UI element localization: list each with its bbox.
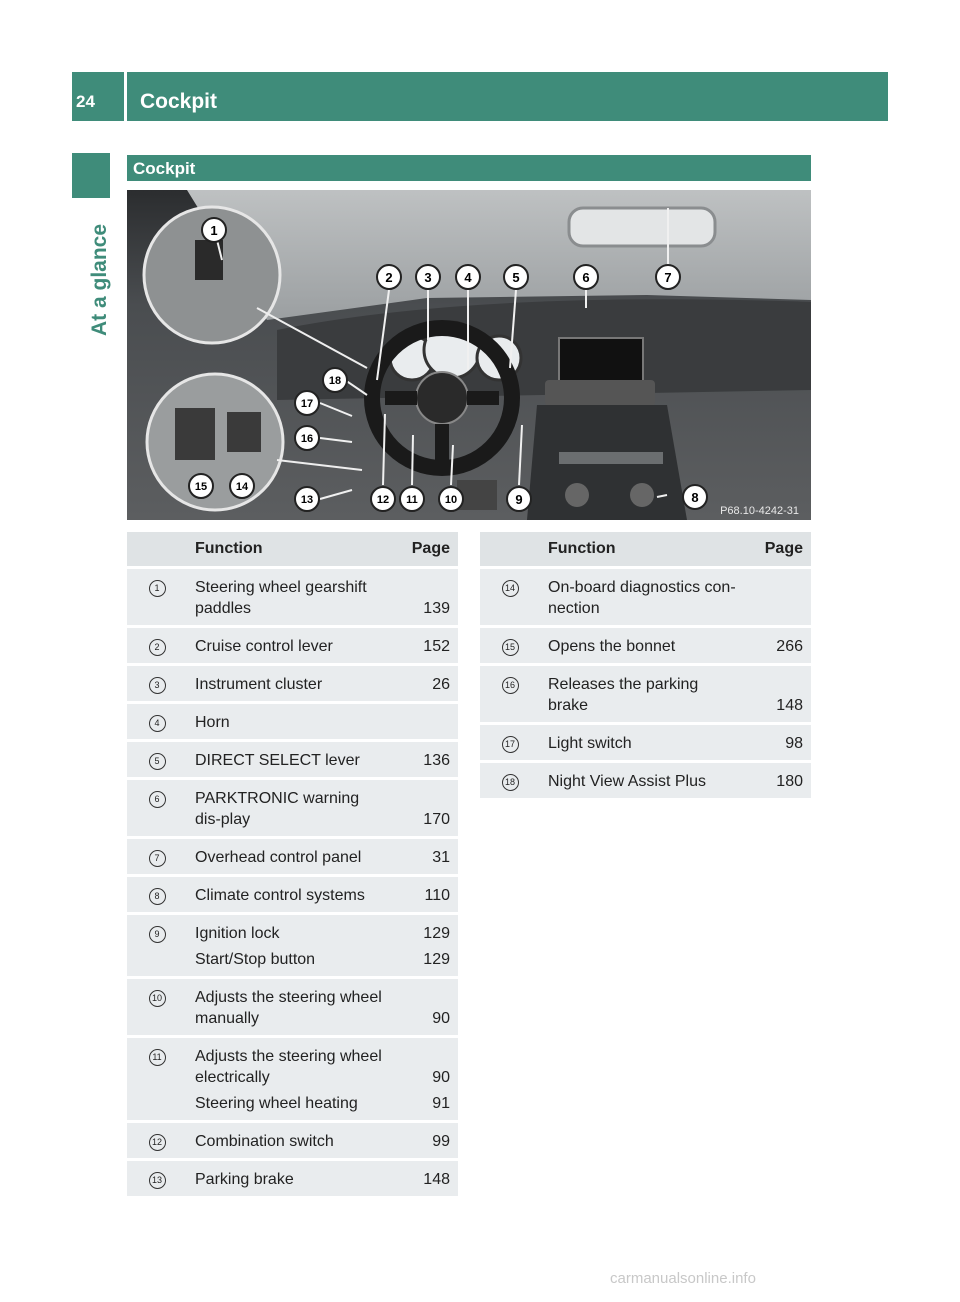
item-number-badge: 8 (149, 888, 166, 905)
callout-9-label: 9 (515, 492, 523, 507)
table-row (127, 1038, 458, 1120)
item-number-cell (127, 666, 187, 701)
item-number-badge: 6 (149, 791, 166, 808)
page-cell (394, 628, 458, 663)
function-text: Adjusts the steering wheel manually (195, 989, 382, 1027)
page-cell (394, 877, 458, 912)
page-ref[interactable]: 148 (423, 1171, 450, 1188)
page-cell (394, 979, 458, 1035)
function-cell (187, 1123, 394, 1158)
page-ref[interactable]: 180 (776, 773, 803, 790)
callout-17 (295, 391, 319, 415)
function-text: Climate control systems (195, 887, 365, 904)
climate-knob-left (565, 483, 589, 507)
item-number-cell (127, 569, 187, 625)
item-number-badge: 16 (502, 677, 519, 694)
item-number-cell (480, 569, 540, 625)
function-text: Instrument cluster (195, 676, 323, 693)
callout-16 (295, 426, 319, 450)
page-ref[interactable]: 266 (776, 638, 803, 655)
item-number-badge: 4 (149, 715, 166, 732)
function-text: Cruise control lever (195, 638, 333, 655)
page-ref[interactable]: 152 (423, 638, 450, 655)
callout-14 (230, 474, 254, 498)
function-cell (187, 569, 394, 625)
section-bar (127, 155, 811, 181)
function-cell (187, 628, 394, 663)
col-function-header: Function (187, 532, 394, 566)
function-cell (187, 1161, 394, 1196)
item-number-cell (127, 1123, 187, 1158)
function-text: Steering wheel gearshift paddles (195, 579, 367, 617)
function-text: Releases the parking brake (548, 676, 699, 714)
function-text: Light switch (548, 735, 632, 752)
col-number-header (480, 532, 540, 566)
function-text: Overhead control panel (195, 849, 362, 866)
function-cell (187, 1038, 394, 1120)
function-text: DIRECT SELECT lever (195, 752, 360, 769)
function-cell (540, 569, 747, 625)
col-number-header (127, 532, 187, 566)
item-number-badge: 1 (149, 580, 166, 597)
item-number-badge: 9 (149, 926, 166, 943)
callout-13 (295, 487, 319, 511)
item-number-badge: 13 (149, 1172, 166, 1189)
item-number-cell (127, 780, 187, 836)
page-cell (394, 666, 458, 701)
item-number-badge: 14 (502, 580, 519, 597)
side-label-text: At a glance (88, 223, 111, 336)
rear-mirror (569, 208, 715, 246)
air-vents (545, 380, 655, 406)
function-text: Adjusts the steering wheel electrically (195, 1048, 382, 1086)
function-table-right (480, 529, 811, 801)
item-number-badge: 17 (502, 736, 519, 753)
callout-5 (504, 265, 528, 289)
item-number-cell (127, 1161, 187, 1196)
function-cell (540, 763, 747, 798)
callout-8-label: 8 (691, 490, 699, 505)
page-cell (394, 780, 458, 836)
item-number-cell (127, 915, 187, 976)
callout-7-label: 7 (664, 270, 672, 285)
callout-18-label: 18 (328, 375, 342, 387)
inset-bottom-part-b (227, 412, 261, 452)
page-ref[interactable]: 136 (423, 752, 450, 769)
page-cell (747, 569, 811, 625)
header-divider (124, 72, 127, 121)
item-number-badge: 18 (502, 774, 519, 791)
page-ref[interactable] (755, 598, 803, 619)
function-cell (187, 780, 394, 836)
item-number-badge: 11 (149, 1049, 166, 1066)
table-row (127, 780, 458, 836)
callout-10-label: 10 (444, 494, 458, 506)
callout-17-label: 17 (300, 398, 314, 410)
callout-9 (507, 487, 531, 511)
item-number-badge: 10 (149, 990, 166, 1007)
page-ref[interactable]: 31 (432, 849, 450, 866)
item-number-cell (127, 742, 187, 777)
function-cell (187, 742, 394, 777)
function-text: Night View Assist Plus (548, 773, 706, 790)
page-ref[interactable]: 90 (432, 1010, 450, 1027)
page-ref[interactable]: 110 (424, 887, 450, 904)
footer-watermark: carmanualsonline.info (610, 1270, 756, 1287)
item-number-badge: 15 (502, 639, 519, 656)
callout-2 (377, 265, 401, 289)
cockpit-illustration (127, 190, 811, 520)
function-text: Parking brake (195, 1171, 294, 1188)
callout-7 (656, 265, 680, 289)
item-number-cell (127, 839, 187, 874)
function-text: PARKTRONIC warning dis-play (195, 790, 360, 828)
page-cell (394, 569, 458, 625)
image-code: P68.10-4242-31 (720, 505, 799, 517)
table-row (127, 704, 458, 739)
function-cell (187, 915, 394, 976)
table-row (127, 839, 458, 874)
callout-13-label: 13 (300, 494, 314, 506)
function-cell (187, 704, 394, 739)
page-ref[interactable]: 129 (423, 951, 450, 968)
cockpit-photo (127, 190, 811, 520)
page-ref[interactable]: 99 (432, 1133, 450, 1150)
callout-12 (371, 487, 395, 511)
table-body-left (127, 569, 458, 1196)
table-row (127, 979, 458, 1035)
page-cell (747, 725, 811, 760)
callout-1-label: 1 (210, 223, 218, 238)
page-cell (394, 915, 458, 976)
function-table-left (127, 529, 458, 1199)
page-title: Cockpit (140, 90, 218, 113)
page-cell (394, 1123, 458, 1158)
callout-6-label: 6 (582, 270, 590, 285)
callout-1 (202, 218, 226, 242)
function-cell (187, 979, 394, 1035)
table-row (127, 1123, 458, 1158)
page-ref[interactable] (402, 712, 450, 733)
callout-14-label: 14 (235, 481, 249, 493)
page-cell (394, 1161, 458, 1196)
function-cell (187, 666, 394, 701)
page-ref[interactable]: 148 (776, 697, 803, 714)
page-cell (394, 742, 458, 777)
page-ref[interactable]: 98 (785, 735, 803, 752)
table-row (127, 569, 458, 625)
table-body-right (480, 569, 811, 798)
callout-4 (456, 265, 480, 289)
page-ref[interactable]: 139 (423, 600, 450, 617)
function-text: On-board diagnostics con-nection (548, 579, 736, 617)
page-ref[interactable]: 26 (432, 676, 450, 693)
callout-11 (400, 487, 424, 511)
table-header-row (127, 532, 458, 566)
table-row (480, 628, 811, 663)
table-row (127, 1161, 458, 1196)
callout-15-label: 15 (194, 481, 208, 493)
item-number-cell (127, 704, 187, 739)
table-row (480, 666, 811, 722)
table-row (127, 877, 458, 912)
callout-3-label: 3 (424, 270, 432, 285)
page-cell (394, 839, 458, 874)
item-number-badge: 12 (149, 1134, 166, 1151)
steering-hub (416, 372, 468, 424)
side-tab-block (72, 153, 110, 198)
item-number-cell (480, 666, 540, 722)
item-number-cell (480, 628, 540, 663)
callout-18 (323, 368, 347, 392)
item-number-badge: 3 (149, 677, 166, 694)
function-cell (540, 725, 747, 760)
button-strip (559, 452, 663, 464)
function-text: Ignition lock (195, 925, 280, 942)
callout-15 (189, 474, 213, 498)
function-text: Opens the bonnet (548, 638, 676, 655)
item-number-cell (127, 1038, 187, 1120)
item-number-cell (127, 877, 187, 912)
col-function-header: Function (540, 532, 747, 566)
col-page-header: Page (747, 532, 811, 566)
function-cell (187, 877, 394, 912)
function-cell (187, 839, 394, 874)
table-row (480, 569, 811, 625)
table-row (480, 763, 811, 798)
item-number-badge: 2 (149, 639, 166, 656)
callout-6 (574, 265, 598, 289)
page-cell (747, 628, 811, 663)
table-row (480, 725, 811, 760)
section-title: Cockpit (133, 159, 196, 178)
page-cell (394, 704, 458, 739)
table-row (127, 666, 458, 701)
callout-8 (683, 485, 707, 509)
function-cell (540, 666, 747, 722)
climate-knob-right (630, 483, 654, 507)
item-number-cell (127, 628, 187, 663)
callout-16-label: 16 (300, 433, 314, 445)
page-ref[interactable]: 129 (423, 925, 450, 942)
page-cell (747, 763, 811, 798)
item-number-cell (480, 725, 540, 760)
item-number-badge: 7 (149, 850, 166, 867)
item-number-badge: 5 (149, 753, 166, 770)
inset-bottom-part-a (175, 408, 215, 460)
side-label (88, 223, 114, 486)
page-cell (747, 666, 811, 722)
callout-11-label: 11 (406, 494, 418, 506)
function-text: Steering wheel heating (195, 1095, 358, 1112)
callout-4-label: 4 (464, 270, 472, 285)
table-row (127, 915, 458, 976)
function-text: Horn (195, 714, 230, 731)
page-cell (394, 1038, 458, 1120)
page-ref[interactable]: 91 (432, 1095, 450, 1112)
function-cell (540, 628, 747, 663)
item-number-cell (127, 979, 187, 1035)
table-row (127, 628, 458, 663)
function-text: Start/Stop button (195, 951, 316, 968)
table-header-row (480, 532, 811, 566)
callout-5-label: 5 (512, 270, 520, 285)
table-row (127, 742, 458, 777)
item-number-cell (480, 763, 540, 798)
callout-10 (439, 487, 463, 511)
page-number: 24 (76, 92, 95, 111)
callout-2-label: 2 (385, 270, 393, 285)
callout-3 (416, 265, 440, 289)
col-page-header: Page (394, 532, 458, 566)
function-text: Combination switch (195, 1133, 334, 1150)
page-ref[interactable]: 170 (423, 811, 450, 828)
callout-12-label: 12 (376, 494, 390, 506)
central-display (559, 338, 643, 386)
page-ref[interactable]: 90 (432, 1069, 450, 1086)
